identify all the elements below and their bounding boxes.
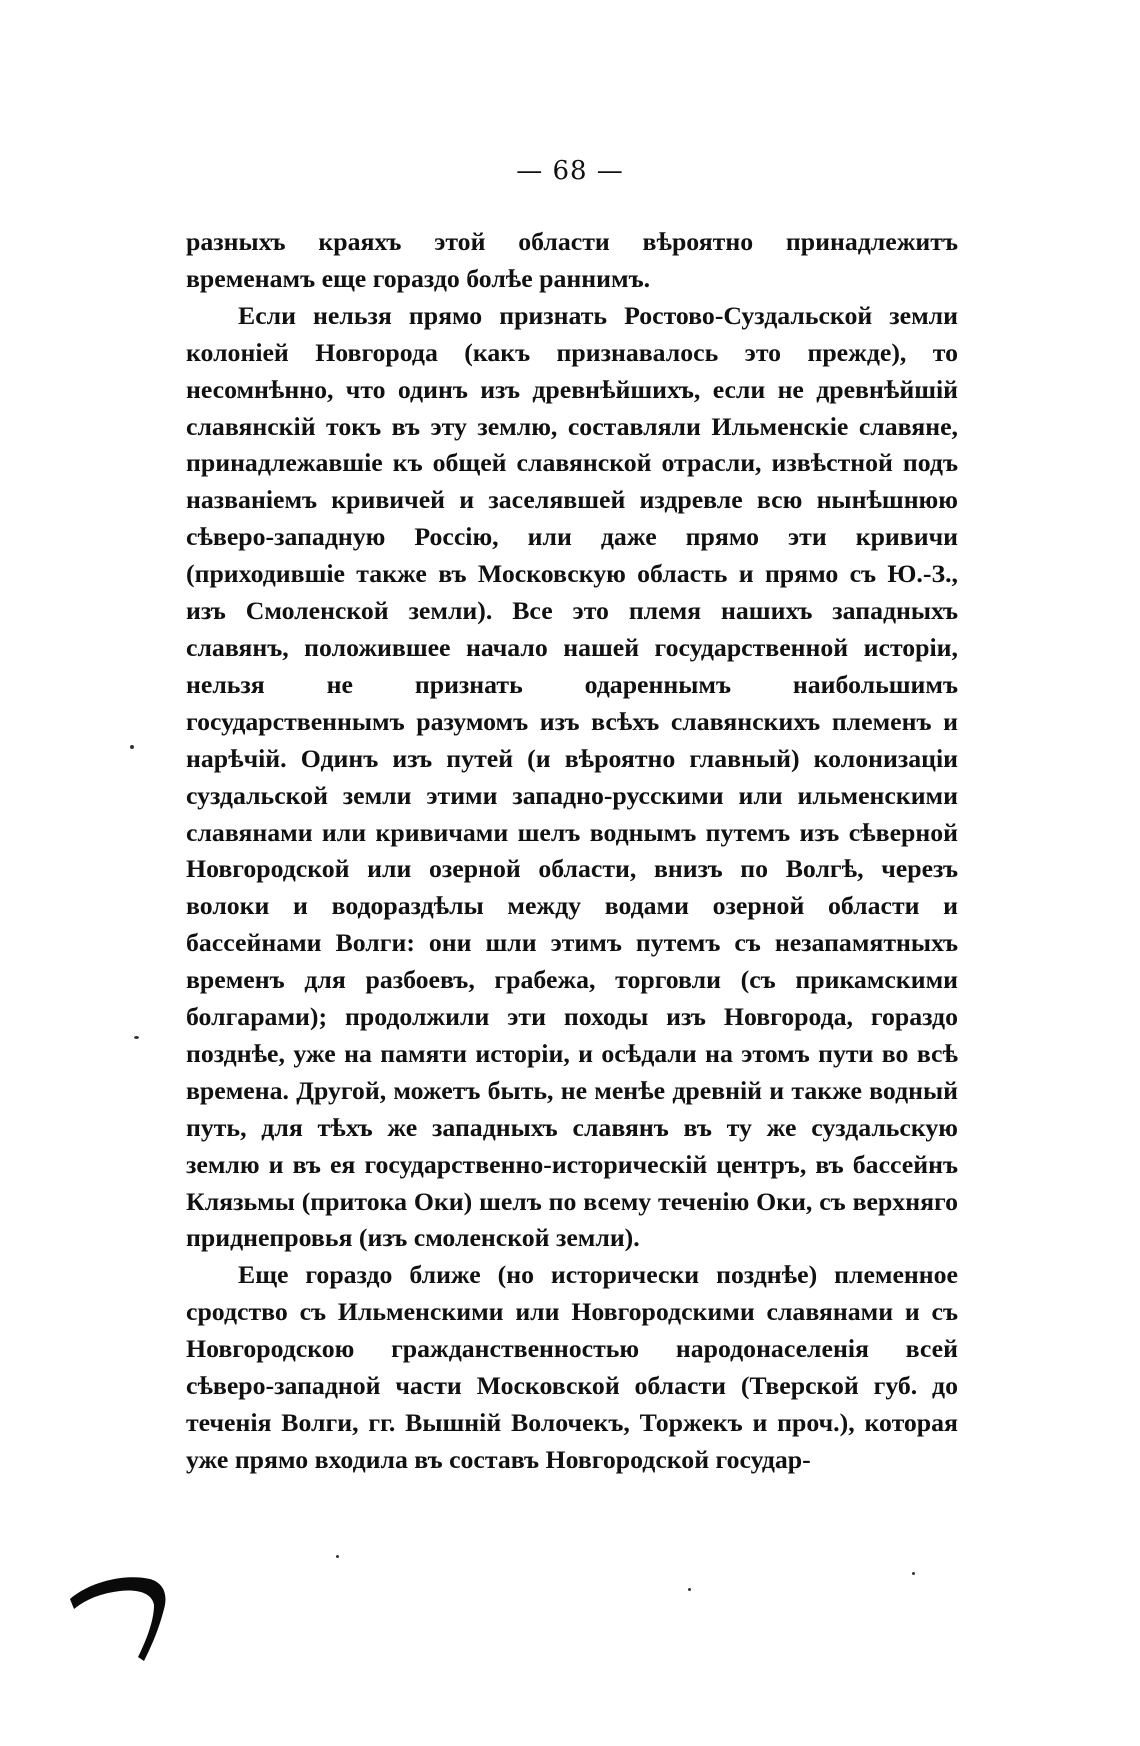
- speck-mark: [130, 745, 134, 749]
- paragraph-kinship: Еще гораздо ближе (но исторически позднѣе) племенное сродство съ Ильменскими или Новгородскими славянами и съ Новгородскою гражданственностью народонаселенія всей сѣверо-западной части Московской области (Тверской губ. до теченія Волги, гг. Вышній Волочекъ, Торжекъ и проч.), которая уже прямо входила въ составъ Новгородской государ-: [186, 1260, 958, 1474]
- speck-mark: [688, 1588, 691, 1591]
- body-text: [186, 224, 958, 1479]
- page-number: — 68 —: [516, 156, 624, 186]
- speck-mark: [134, 1036, 139, 1039]
- paragraph-colonization: Если нельзя прямо признать Ростово-Суздальской земли колоніей Новгорода (какъ признавалось это прежде), то несомнѣнно, что одинъ изъ древнѣйшихъ, если не древнѣйшій славянскій токъ въ эту землю, составляли Ильменскіе славяне, принадлежавшіе къ общей славянской отрасли, извѣстной подъ названіемъ кривичей и заселявшей издревле всю нынѣшнюю сѣверо-западную Россію, или даже прямо эти кривичи (приходившіе также въ Московскую область и прямо съ Ю.-З., изъ Смоленской земли). Все это племя нашихъ западныхъ славянъ, положившее начало нашей государственной исторіи, нельзя не признать одареннымъ наибольшимъ государственнымъ разумомъ изъ всѣхъ славянскихъ племенъ и нарѣчій. Одинъ изъ путей (и вѣроятно главный) колонизаціи суздальской земли этими западно-русскими или ильменскими славянами или кривичами шелъ воднымъ путемъ изъ сѣверной Новгородской или озерной области, внизъ по Волгѣ, черезъ волоки и водораздѣлы между водами озерной области и бассейнами Волги: они шли этимъ путемъ съ незапамятныхъ временъ для разбоевъ, грабежа, торговли (съ прикамскими болгарами); продолжили эти походы изъ Новгорода, гораздо позднѣе, уже на памяти исторіи, и осѣдали на этомъ пути во всѣ времена. Другой, можетъ быть, не менѣе древній и также водный путь, для тѣхъ же западныхъ славянъ въ ту же суздальскую землю и въ ея государственно-историческій центръ, въ бассейнъ Клязьмы (притока Оки) шелъ по всему теченію Оки, съ верхняго приднепровья (изъ смоленской земли).: [186, 300, 958, 1253]
- speck-mark: [912, 1572, 915, 1575]
- ink-stain-mark: [68, 1575, 178, 1665]
- paragraph-continuation: разныхъ краяхъ этой области вѣроятно принадлежитъ временамъ еще гораздо болѣе раннимъ.: [186, 227, 958, 293]
- speck-mark: [336, 1555, 339, 1558]
